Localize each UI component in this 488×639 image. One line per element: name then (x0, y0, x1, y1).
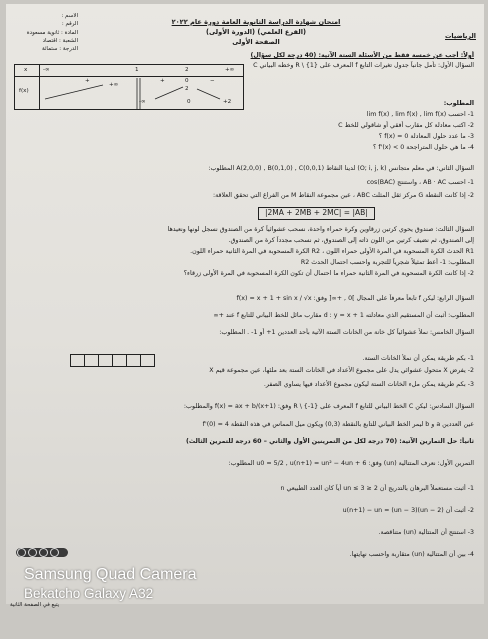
fx-value: +2 (223, 99, 232, 105)
q1-item: 4- ما هي حلول المتراجحة f'(x) < 0 ؟ (373, 144, 474, 151)
q1-item: 2- اكتب معادلة كل مقارب أفقي أو شاقولي للخط C (338, 122, 474, 129)
camera-mode-indicator (16, 548, 68, 557)
x-label: x (24, 67, 28, 73)
fx-label: f(x) (19, 88, 29, 94)
q4-line: السؤال الرابع: ليكن f تابعاً معرفاً على المجال ]0 , +∞[ وفق: f(x) = x + 1 + sin x / √x (236, 295, 474, 302)
q5-line: 1- بكم طريقة يمكن أن نملأ الخانات الستة. (362, 355, 474, 362)
ex1-item: 4- بين أن المتتالية (un) متقاربة واحسب نهايتها. (349, 551, 474, 558)
q1-required: المطلوب: (443, 100, 474, 107)
q5-line: 3- بكم طريقة يمكن ملء الخانات الستة ليكون مجموع الأعداد فيها يساوي الصفر. (263, 381, 474, 388)
ex1-item: 2- أثبت أن u(n+1) − un = (un − 3)(un − 2) (342, 507, 474, 514)
sign-value: + (160, 78, 165, 84)
header-info-line: الرقم : (61, 21, 78, 28)
q6-line: السؤال السادس: ليكن C الخط البياني للتابع f المعرف على R \ {-1} وفق: f(x) = ax + b/(x+1) والمطلوب: (183, 403, 474, 410)
fx-value: 2 (185, 86, 189, 92)
q1-intro: السؤال الأول: تأمل جانباً جدول تغيرات التابع f المعرف على R \ {1} وخطه البياني C (253, 62, 474, 69)
fx-value: 0 (187, 99, 191, 105)
exam-title-line: الصفحة الأولى (232, 37, 280, 46)
fx-value: -∞ (139, 99, 146, 105)
vector-relation-box: |2MA + 2MB + 2MC| = |AB| (258, 207, 375, 220)
q2-item: 2- إذا كانت النقطة G مركز ثقل المثلث ABC ، عين مجموعة النقاط M من الفراغ التي تحقق العلاقة: (212, 192, 474, 199)
header-info-line: المادة : ثانوية مسعودة (26, 29, 78, 36)
q2-intro: السؤال الثاني: في معلم متجانس (O; i, j, k) لدينا النقاط A(2,0,0) , B(0,1,0) , C(0,0,1) المطلوب: (208, 165, 474, 172)
lens-icon (28, 548, 37, 557)
ex1-item: 3- استنتج أن المتتالية (un) متناقصة. (378, 529, 474, 536)
fx-value: +∞ (109, 82, 119, 88)
variation-arrows (15, 65, 243, 109)
exam-title (126, 18, 386, 48)
x-value: 2 (185, 67, 189, 73)
sign-value: − (210, 78, 215, 84)
part2-heading: ثانياً: حل التمارين الآتية: (70 درجة لكل من التمرينين الأول والثاني – 60 درجة للتمرين الثالث) (185, 438, 474, 445)
q2-item: 1- احسب AB · AC ، واستنتج cos(BAC) (366, 179, 474, 186)
q1-item: 3- ما عدد حلول المعادلة f(x) = 0 ؟ (378, 133, 474, 140)
q6-line: عين العددين a و b ليمر الخط البياني للتابع بالنقطة (0,3) ويكون ميل المماس في هذه النقطة f'(0) = 4 (202, 421, 474, 428)
sign-value: 0 (185, 78, 189, 84)
exam-title-line: امتحان شهادة الدراسة الثانوية العامة دورة عام ٢٠٢٢ (171, 18, 341, 26)
q5-line: 2- يفرض X متحول عشوائي يدل على مجموع الأعداد في الخانات الستة بعد ملئها، عين مجموعة قيم X (209, 367, 474, 374)
q5-line: السؤال الخامس: نملأ عشوائياً كل خانة من الخانات الستة الآتية بأحد العددين 1+ أو 1- . المطلوب: (219, 329, 474, 336)
lens-icon (50, 548, 59, 557)
sign-value: + (85, 78, 90, 84)
ex1-item: 1- أثبت مستعملاً البرهان بالتدريج أن 2 ≤ un ≤ 3 أياً كان العدد الطبيعي n (280, 485, 474, 492)
exam-sheet (6, 4, 484, 608)
x-value: 1 (135, 67, 139, 73)
q4-line: المطلوب: أثبت أن المستقيم الذي معادلته d : y = x + 1 مقارب مائل للخط البياني للتابع f عند +∞ (213, 312, 474, 319)
lens-icon (17, 548, 26, 557)
q3-line: 2- إذا كانت الكرة المسحوبة في المرة الثانية حمراء ما احتمال أن تكون الكرة المسحوبة في المرة الأولى زرقاء؟ (183, 270, 474, 277)
camera-watermark-line2: Bekatcho Galaxy A32 (24, 586, 154, 601)
header-info-line: الشعبة : اقتصاد (42, 37, 78, 44)
x-value: +∞ (225, 67, 235, 73)
lens-icon (39, 548, 48, 557)
q3-line: المطلوب: 1- أعط تمثيلاً شجرياً للتجربة واحسب احتمال الحدث R2 (300, 259, 474, 266)
x-value: -∞ (43, 67, 50, 73)
part1-heading: أولاً: أجب عن خمسة فقط من الأسئلة الستة الآتية: (40 درجة لكل سؤال) (250, 52, 474, 59)
continue-note: يتبع في الصفحة الثانية (10, 602, 60, 608)
q1-item: 1- احسب lim f(x) , lim f(x) , lim f(x) (366, 111, 474, 118)
q3-line: السؤال الثالث: صندوق يحوي كرتين زرقاوين وكرة حمراء واحدة، نسحب عشوائياً كرة من الصندوق نسجل لونها ونعيدها (167, 226, 474, 233)
camera-watermark-line1: Samsung Quad Camera (24, 566, 197, 583)
q3-line: R1 الحدث الكرة المسحوبة في المرة الأولى حمراء اللون ، R2 الكرة المسحوبة في المرة الثانية حمراء اللون. (190, 248, 474, 255)
exam-title-line: (الفرع العلمي) (الدورة الأولى) (205, 27, 307, 36)
header-info-line: الدرجة : ستمائة (41, 46, 78, 52)
variation-table (14, 64, 244, 110)
header-info-block (14, 12, 78, 53)
q3-line: إلى الصندوق، ثم نضيف كرتين من اللون ذاته إلى الصندوق، ثم نسحب مجدداً كرة من الصندوق. (228, 237, 474, 244)
subject-label: الرياضيات (445, 32, 476, 40)
header-info-line: الاسم : (61, 13, 78, 19)
ex1-intro: التمرين الأول: نعرف المتتالية (un) وفق: u0 = 5/2 , u(n+1) = un² − 4un + 6 المطلوب: (228, 460, 474, 467)
